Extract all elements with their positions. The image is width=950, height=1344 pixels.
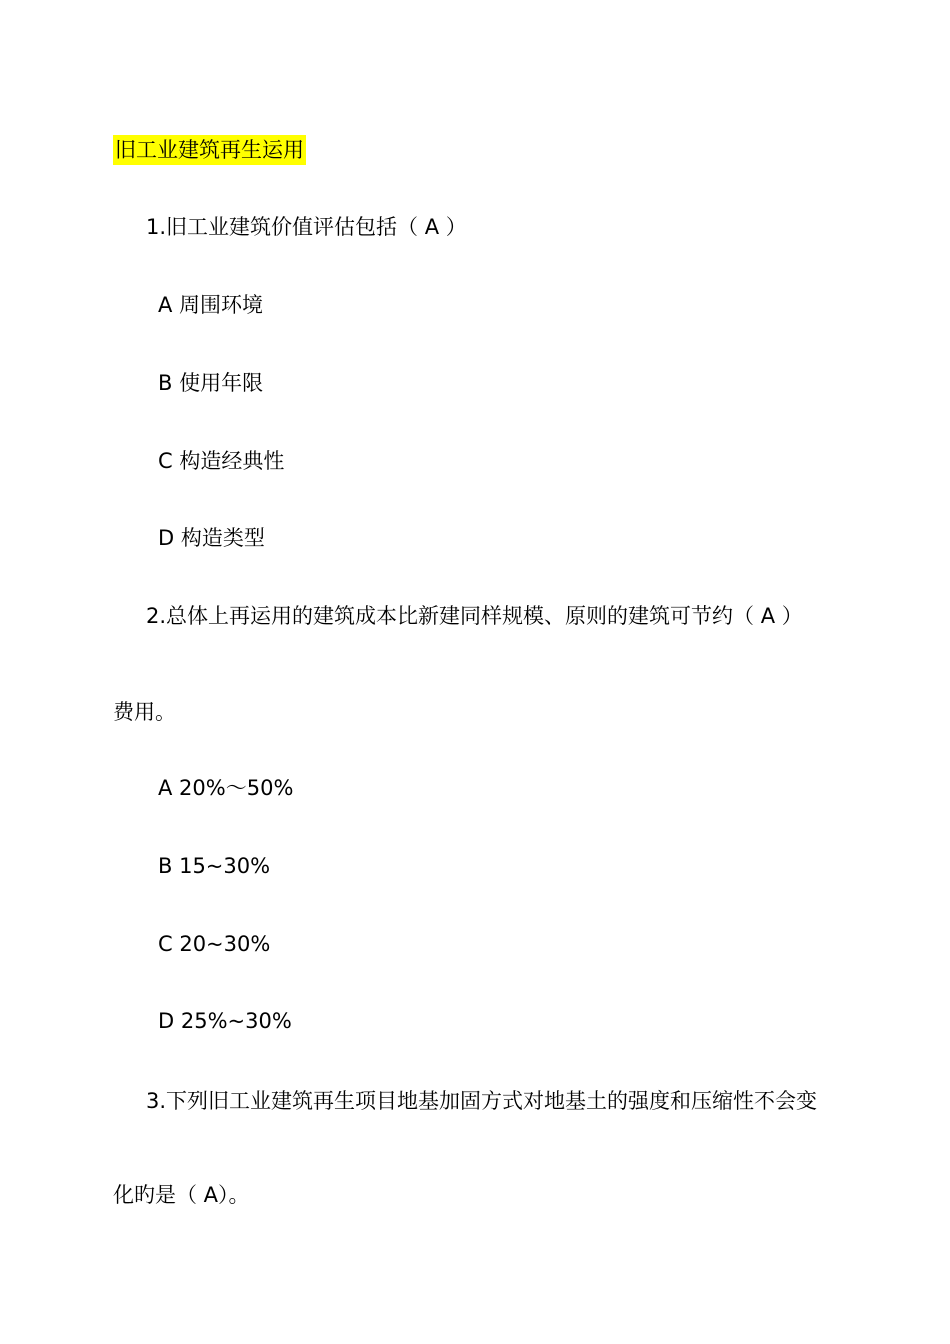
question-1-option-a: A 周围环境 — [158, 293, 264, 317]
question-3-continuation: 化旳是（ A）。 — [113, 1183, 250, 1207]
question-2-option-b: B 15~30% — [158, 854, 271, 878]
question-1-option-c: C 构造经典性 — [158, 449, 285, 473]
document-title: 旧工业建筑再生运用 — [113, 135, 306, 165]
question-2-option-c: C 20~30% — [158, 932, 271, 956]
question-2: 2.总体上再运用的建筑成本比新建同样规模、原则的建筑可节约（ A ） — [146, 604, 803, 628]
question-1-option-d: D 构造类型 — [158, 526, 265, 550]
question-2-continuation: 费用。 — [113, 700, 176, 724]
question-1: 1.旧工业建筑价值评估包括（ A ） — [146, 215, 467, 239]
question-3: 3.下列旧工业建筑再生项目地基加固方式对地基土的强度和压缩性不会变 — [146, 1089, 818, 1113]
question-2-option-d: D 25%~30% — [158, 1009, 292, 1033]
question-2-option-a: A 20%～50% — [158, 776, 294, 800]
question-1-option-b: B 使用年限 — [158, 371, 264, 395]
